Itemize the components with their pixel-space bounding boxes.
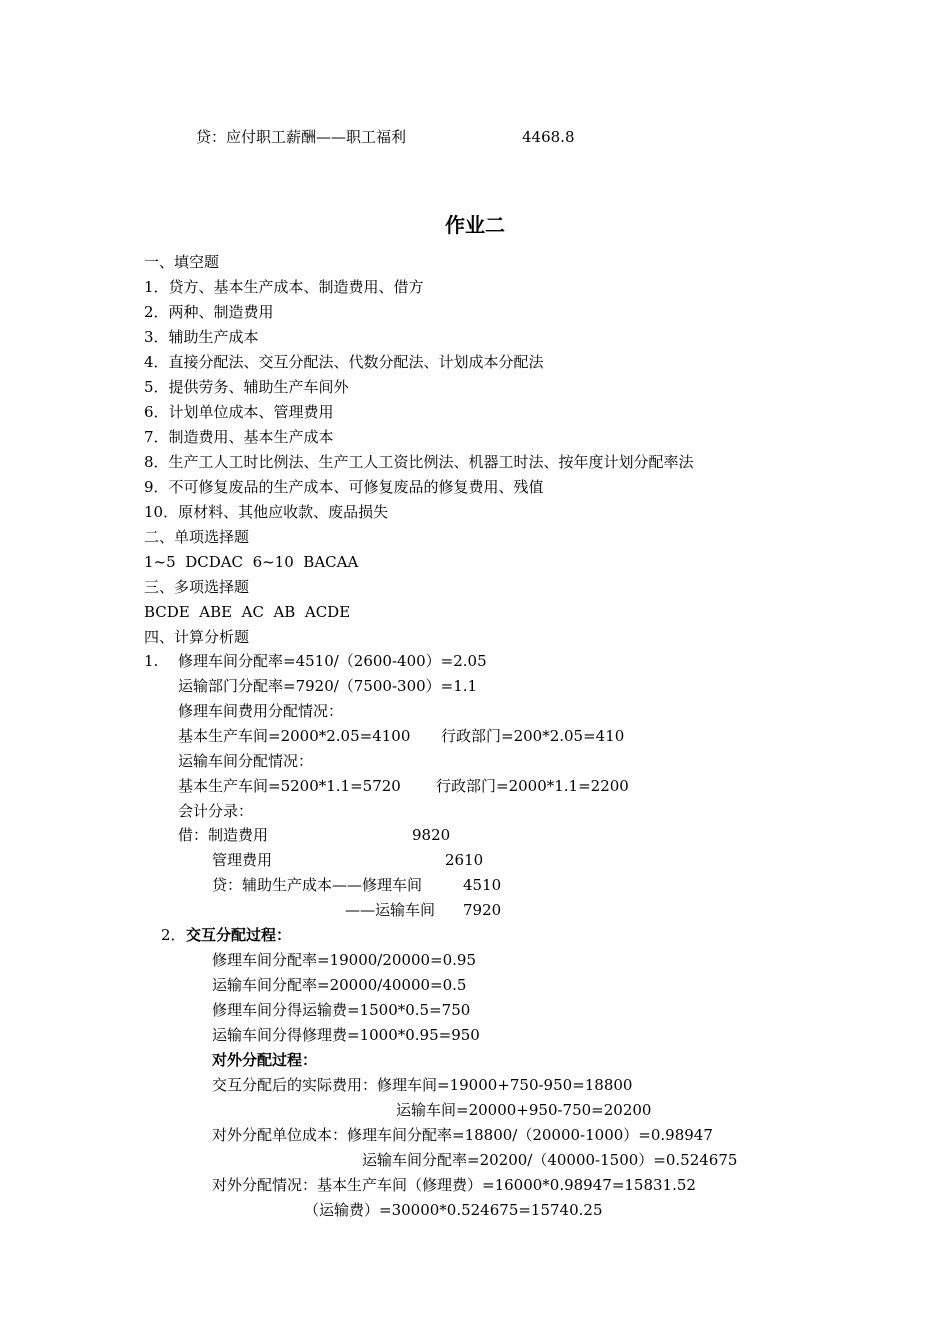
q1-transport-admin: 行政部门=2000*1.1=2200: [436, 777, 629, 795]
q2-reciprocal-heading: 交互分配过程：: [186, 926, 292, 944]
q1-credit2-amount: 7920: [463, 901, 502, 919]
q1-rate-transport: 运输部门分配率=7920/（7500-300）=1.1: [178, 677, 478, 695]
q1-debit2-amount: 2610: [445, 851, 484, 869]
q2-actual-cost-line: 运输车间=20000+950-750=20200: [396, 1101, 652, 1119]
fill-blank-item: 8．生产工人工时比例法、生产工人工资比例法、机器工时法、按年度计划分配率法: [144, 453, 694, 471]
q2-actual-cost-line: 交互分配后的实际费用：修理车间=19000+750-950=18800: [212, 1076, 633, 1094]
section4-heading: 四、计算分析题: [144, 628, 250, 646]
q1-credit1-amount: 4510: [463, 876, 502, 894]
fill-blank-item: 2．两种、制造费用: [144, 303, 274, 321]
q1-transport-basic: 基本生产车间=5200*1.1=5720: [178, 777, 401, 795]
q2-reciprocal-line: 运输车间分配率=20000/40000=0.5: [212, 976, 467, 994]
q1-repair-admin: 行政部门=200*2.05=410: [441, 727, 625, 745]
section1-heading: 一、填空题: [144, 253, 220, 271]
fill-blank-item: 5．提供劳务、辅助生产车间外: [144, 378, 349, 396]
fill-blank-item: 1．贷方、基本生产成本、制造费用、借方: [144, 278, 424, 296]
fill-blank-item: 9．不可修复废品的生产成本、可修复废品的修复费用、残值: [144, 478, 544, 496]
q1-credit2-label: ——运输车间: [345, 901, 436, 919]
fill-blank-item: 10．原材料、其他应收款、废品损失: [144, 503, 389, 521]
q1-debit1-amount: 9820: [412, 826, 451, 844]
single-choice-answers: 1~5 DCDAC 6~10 BACAA: [144, 553, 359, 571]
top-entry-label: 贷：应付职工薪酬——职工福利: [196, 128, 407, 146]
fill-blank-item: 3．辅助生产成本: [144, 328, 259, 346]
multi-choice-answers: BCDE ABE AC AB ACDE: [144, 603, 351, 621]
section2-heading: 二、单项选择题: [144, 528, 250, 546]
q2-reciprocal-line: 运输车间分得修理费=1000*0.95=950: [212, 1026, 480, 1044]
q2-external-alloc-line: （运输费）=30000*0.524675=15740.25: [304, 1201, 603, 1219]
top-entry-amount: 4468.8: [522, 128, 575, 146]
q1-repair-basic: 基本生产车间=2000*2.05=4100: [178, 727, 411, 745]
page-title: 作业二: [445, 213, 505, 237]
q1-debit2-label: 管理费用: [212, 851, 273, 869]
q1-journal-heading: 会计分录：: [178, 802, 254, 820]
q2-unit-cost-line: 运输车间分配率=20200/（40000-1500）=0.524675: [362, 1151, 738, 1169]
fill-blank-item: 6．计划单位成本、管理费用: [144, 403, 334, 421]
fill-blank-item: 4．直接分配法、交互分配法、代数分配法、计划成本分配法: [144, 353, 544, 371]
q1-credit1-label: 贷：辅助生产成本——修理车间: [212, 876, 423, 894]
q1-rate-repair: 修理车间分配率=4510/（2600-400）=2.05: [178, 652, 487, 670]
q1-repair-heading: 修理车间费用分配情况：: [178, 702, 344, 720]
q2-external-heading: 对外分配过程：: [212, 1051, 318, 1069]
q2-reciprocal-line: 修理车间分得运输费=1500*0.5=750: [212, 1001, 471, 1019]
q2-external-alloc-line: 对外分配情况：基本生产车间（修理费）=16000*0.98947=15831.52: [212, 1176, 696, 1194]
q2-reciprocal-line: 修理车间分配率=19000/20000=0.95: [212, 951, 477, 969]
q2-unit-cost-line: 对外分配单位成本：修理车间分配率=18800/（20000-1000）=0.98947: [212, 1126, 713, 1144]
q1-transport-heading: 运输车间分配情况：: [178, 752, 314, 770]
fill-blank-item: 7．制造费用、基本生产成本: [144, 428, 334, 446]
section3-heading: 三、多项选择题: [144, 578, 250, 596]
q2-number: 2．: [161, 926, 186, 944]
q1-number: 1.: [144, 652, 159, 670]
q1-debit1-label: 借：制造费用: [178, 826, 269, 844]
